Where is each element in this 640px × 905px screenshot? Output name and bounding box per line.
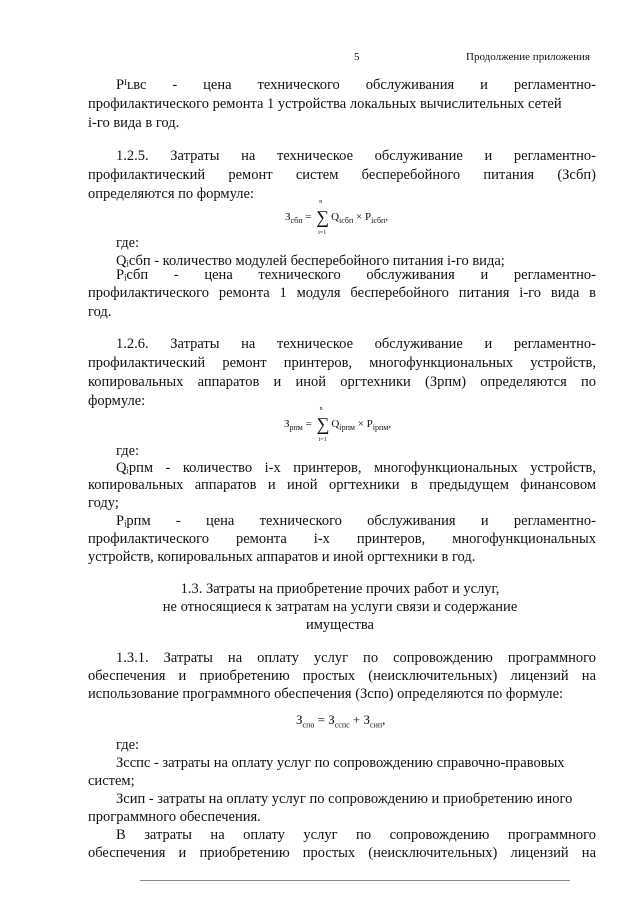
formula-zsbp: $З_{сбп}$ = ∑ n i=1 $Q_{iсбп} \times P_{iсбп}$,: [285, 199, 389, 236]
s126-def-p-3: устройств, копировальных аппаратов и иной оргтехники в год.: [88, 549, 476, 565]
s126-line-3: копировальных аппаратов и иной оргтехники (Зрпм) определяются по: [88, 374, 596, 390]
formula-zspo: $З_{спо} = З_{сспс} + З_{сип}$,: [296, 712, 386, 730]
p-ilvs-line-2: профилактического ремонта 1 устройства локальных вычислительных сетей: [88, 96, 562, 112]
s125-where: где:: [116, 235, 140, 251]
s131-def-a-2: систем;: [88, 773, 135, 789]
s131-line-2: обеспечения и приобретению простых (неисключительных) лицензий на: [88, 668, 596, 684]
s126-line-2: профилактический ремонт принтеров, многофункциональных устройств,: [88, 355, 596, 371]
s125-def-p-1: Рᵢсбп - цена технического обслуживания и регламентно-: [116, 267, 596, 283]
s13-heading-3: имущества: [305, 617, 374, 633]
formula-zrpm: $З_{рпм}$ = ∑ n i=1 $Q_{iрпм} \times P_{iрпм}$,: [284, 406, 392, 443]
s131-line-1: 1.3.1. Затраты на оплату услуг по сопровождению программного: [116, 650, 596, 666]
scan-edge-line: [140, 880, 570, 881]
s131-def-b-2: программного обеспечения.: [88, 809, 261, 825]
s126-def-p-2: профилактического ремонта i-х принтеров, многофункциональных: [88, 531, 596, 547]
s131-def-b-1: Зсип - затраты на оплату услуг по сопровождению и приобретению иного: [116, 791, 573, 807]
s131-cont-2: обеспечения и приобретению простых (неисключительных) лицензий на: [88, 845, 596, 861]
p-ilvs-line-1: Рᴵʟвс - цена технического обслуживания и регламентно-: [116, 77, 596, 93]
running-title: Продолжение приложения: [466, 51, 590, 63]
s13-heading-2: не относящиеся к затратам на услуги связи и содержание: [162, 599, 518, 615]
s125-def-p-3: год.: [88, 304, 112, 320]
s131-cont-1: В затраты на оплату услуг по сопровождению программного: [116, 827, 596, 843]
s125-line-1: 1.2.5. Затраты на техническое обслуживание и регламентно-: [116, 148, 596, 164]
page-number: 5: [354, 51, 360, 63]
s125-line-3: определяются по формуле:: [88, 186, 254, 202]
s125-def-q: Qᵢсбп - количество модулей бесперебойного питания i-го вида;: [116, 253, 505, 269]
s126-line-4: формуле:: [88, 393, 146, 409]
s125-line-2: профилактический ремонт систем бесперебойного питания (Зсбп): [88, 167, 596, 183]
s126-def-q-3: году;: [88, 495, 119, 511]
s126-def-q-1: Qᵢрпм - количество i-х принтеров, многофункциональных устройств,: [116, 460, 596, 476]
s126-where: где:: [116, 443, 140, 459]
s126-line-1: 1.2.6. Затраты на техническое обслуживание и регламентно-: [116, 336, 596, 352]
s131-line-3: использование программного обеспечения (Зспо) определяются по формуле:: [88, 686, 564, 702]
s125-def-p-2: профилактического ремонта 1 модуля бесперебойного питания i-го вида в: [88, 285, 596, 301]
s131-def-a-1: Зсспс - затраты на оплату услуг по сопровождению справочно-правовых: [116, 755, 565, 771]
s131-where: где:: [116, 737, 140, 753]
s126-def-p-1: Рᵢрпм - цена технического обслуживания и регламентно-: [116, 513, 596, 529]
s126-def-q-2: копировальных аппаратов и иной оргтехники в предыдущем финансовом: [88, 477, 596, 493]
p-ilvs-line-3: i-го вида в год.: [88, 115, 180, 131]
s13-heading-1: 1.3. Затраты на приобретение прочих работ и услуг,: [180, 581, 500, 597]
